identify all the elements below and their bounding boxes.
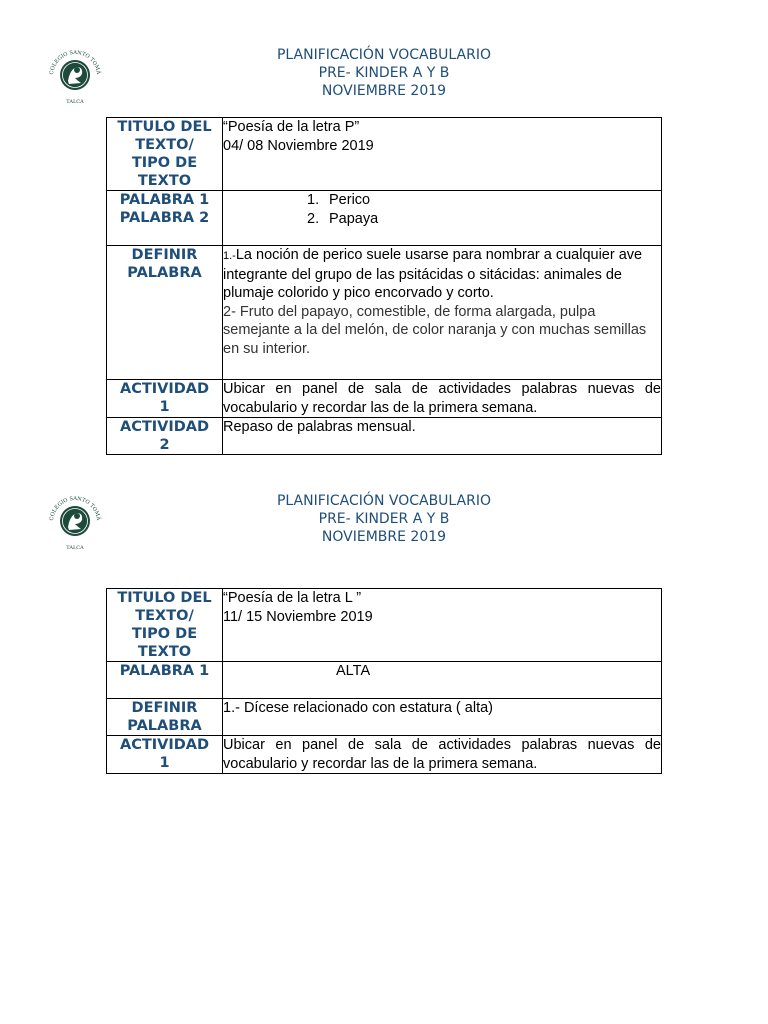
- section-2-table: [106, 588, 662, 774]
- activity-1-text: Ubicar en panel de sala de actividades palabras nuevas de vocabulario y recordar las de la primera semana.: [223, 737, 661, 772]
- title-label: [107, 118, 223, 191]
- text-dates: 04/ 08 Noviembre 2019: [223, 137, 374, 154]
- label-line: TEXTO: [137, 644, 192, 660]
- title-value: [223, 118, 662, 191]
- activity-2-label: [107, 418, 223, 455]
- title-label: [107, 589, 223, 662]
- logo-city: TALCA: [66, 545, 84, 551]
- word-text: Papaya: [329, 210, 379, 227]
- table-row-activity-2: [107, 418, 662, 455]
- word-value: [223, 662, 662, 699]
- header-course: PRE- KINDER A Y B: [318, 65, 450, 81]
- definition-number: 1.-: [223, 250, 236, 262]
- text-title: “Poesía de la letra L ”: [223, 590, 362, 606]
- list-item: [223, 210, 661, 229]
- label-line: TIPO DE: [131, 155, 198, 171]
- label-line: PALABRA 2: [119, 210, 210, 226]
- school-logo: [44, 491, 106, 553]
- header-course: PRE- KINDER A Y B: [318, 511, 450, 527]
- label-line: TEXTO: [137, 173, 192, 189]
- definitions: [223, 246, 662, 380]
- definition-text: 1.- Dícese relacionado con estatura ( alta): [223, 699, 662, 736]
- label-line: 1: [159, 399, 170, 415]
- label-line: PALABRA 1: [119, 192, 210, 208]
- label-line: ACTIVIDAD: [119, 381, 210, 397]
- header-month: NOVIEMBRE 2019: [321, 529, 447, 545]
- header-title: PLANIFICACIÓN VOCABULARIO: [276, 493, 491, 509]
- logo-city: TALCA: [66, 99, 84, 105]
- activity-1-text: Ubicar en panel de sala de actividades palabras nuevas de vocabulario y recordar las de la primera semana.: [223, 381, 661, 416]
- activity-1-label: [107, 736, 223, 774]
- text-dates: 11/ 15 Noviembre 2019: [223, 608, 373, 625]
- label-line: ACTIVIDAD: [119, 419, 210, 435]
- title-value: [223, 589, 662, 662]
- activity-1-label: [107, 380, 223, 418]
- word-list: [223, 191, 662, 246]
- table-row-activity-1: [107, 380, 662, 418]
- label-line: TITULO DEL: [117, 590, 212, 606]
- list-number: 1.: [307, 192, 320, 208]
- list-item: [223, 191, 661, 210]
- definition-2: 2- Fruto del papayo, comestible, de forma alargada, pulpa semejante a la del melón, de color naranja y con muchas semillas en su interior.: [223, 303, 647, 357]
- definition-text: La noción de perico suele usarse para nombrar a cualquier ave integrante del grupo de las psitácidas o sitácidas: animales de plumaje colorido y pico encorvado y corto.: [223, 247, 643, 301]
- table-row-title: [107, 589, 662, 662]
- label-line: TEXTO/: [135, 608, 194, 624]
- word-text: ALTA: [336, 663, 371, 679]
- label-line: DEFINIR: [131, 700, 198, 716]
- define-label: [107, 246, 223, 380]
- table-row-words: [107, 662, 662, 699]
- label-line: 1: [159, 755, 170, 771]
- label-line: ACTIVIDAD: [119, 737, 210, 753]
- table-row-title: [107, 118, 662, 191]
- logo-ring-text: COLEGIO SANTO TOMÁ: [48, 49, 101, 76]
- school-logo: [44, 45, 106, 107]
- table-row-definitions: [107, 699, 662, 736]
- label-line: 2: [159, 437, 170, 453]
- section-1-header: [170, 46, 598, 100]
- table-row-activity-1: [107, 736, 662, 774]
- word-label: [107, 191, 223, 246]
- define-label: [107, 699, 223, 736]
- label-line: PALABRA: [127, 718, 202, 734]
- label-line: TITULO DEL: [117, 119, 212, 135]
- header-month: NOVIEMBRE 2019: [321, 83, 447, 99]
- word-text: Perico: [329, 192, 371, 208]
- label-line: PALABRA: [127, 265, 202, 281]
- activity-2-text: Repaso de palabras mensual.: [223, 418, 662, 455]
- label-line: TIPO DE: [131, 626, 198, 642]
- label-line: PALABRA 1: [119, 663, 210, 679]
- word-label: [107, 662, 223, 699]
- text-title: “Poesía de la letra P”: [223, 119, 360, 135]
- table-row-words: [107, 191, 662, 246]
- label-line: TEXTO/: [135, 137, 194, 153]
- section-1-table: [106, 117, 662, 455]
- table-row-definitions: [107, 246, 662, 380]
- list-number: 2.: [307, 210, 320, 227]
- header-title: PLANIFICACIÓN VOCABULARIO: [276, 47, 491, 63]
- section-2-header: [170, 492, 598, 546]
- logo-ring-text: COLEGIO SANTO TOMÁ: [48, 495, 101, 522]
- label-line: DEFINIR: [131, 247, 198, 263]
- definition-1: [223, 246, 661, 303]
